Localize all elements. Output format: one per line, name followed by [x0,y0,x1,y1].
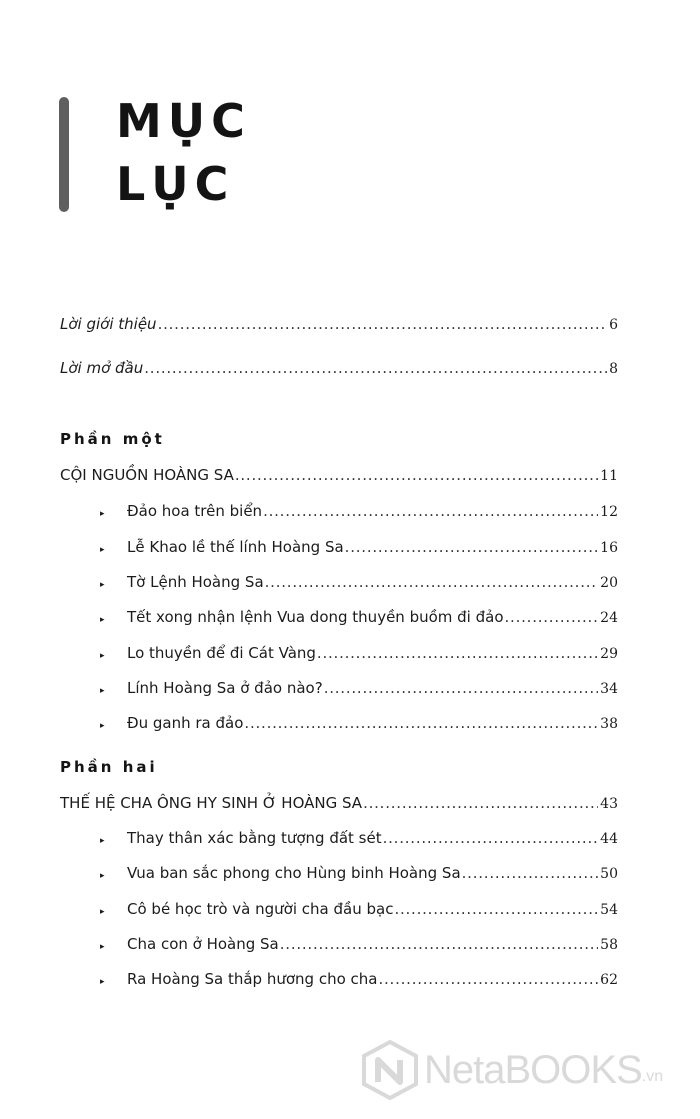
toc-item-label: Tết xong nhận lệnh Vua dong thuyền buồm đi đảo [127,608,504,626]
bullet-arrow-icon: ▸ [100,686,105,696]
dot-leader [363,793,598,813]
dot-leader [505,607,599,627]
dot-leader [345,537,599,557]
dot-leader [383,828,599,848]
dot-leader [244,713,598,733]
bullet-arrow-icon: ▸ [100,721,105,731]
bullet-arrow-icon: ▸ [100,615,105,625]
toc-item[interactable] [100,899,618,922]
toc-item[interactable] [100,643,618,666]
toc-page-number: 11 [600,468,618,484]
toc-item-label: Thay thân xác bằng tượng đất sét [127,829,382,847]
title-accent-bar [59,97,69,212]
toc-item[interactable] [100,934,618,957]
toc-page-number: 44 [600,831,618,847]
bullet-arrow-icon: ▸ [100,907,105,917]
toc-item-label: Lễ Khao lề thế lính Hoàng Sa [127,538,344,556]
toc-page-number: 43 [600,796,618,812]
toc-chapter-label: CỘI NGUỒN HOÀNG SA [60,466,234,484]
netabooks-logo-icon [362,1040,418,1100]
toc-page-number: 62 [600,972,618,988]
dot-leader [317,643,598,663]
toc-entry-label: Lời giới thiệu [60,315,157,333]
bullet-arrow-icon: ▸ [100,871,105,881]
toc-item[interactable] [100,863,618,886]
toc-item[interactable] [100,828,618,851]
bullet-arrow-icon: ▸ [100,580,105,590]
toc-chapter-2[interactable] [60,793,618,814]
toc-item[interactable] [100,713,618,736]
toc-chapter-label: THẾ HỆ CHA ÔNG HY SINH Ở HOÀNG SA [60,794,363,812]
part-heading-1: Phần một [60,430,165,448]
toc-entry-intro[interactable] [60,314,618,335]
dot-leader [158,314,608,334]
netabooks-watermark [362,1040,692,1100]
toc-item-label: Đu ganh ra đảo [127,714,244,732]
toc-page-number: 8 [609,361,618,377]
toc-item[interactable] [100,537,618,560]
toc-item-label: Cha con ở Hoàng Sa [127,935,279,953]
toc-page-number: 6 [609,317,618,333]
toc-item-label: Cô bé học trò và người cha đầu bạc [127,900,394,918]
bullet-arrow-icon: ▸ [100,509,105,519]
toc-page-number: 54 [600,902,618,918]
toc-item[interactable] [100,607,618,630]
toc-page-number: 29 [600,646,618,662]
page-title-line-2: LỤC [116,157,235,211]
watermark-brand-text: NetaBOOKS [424,1047,642,1092]
toc-item-label: Lính Hoàng Sa ở đảo nào? [127,679,323,697]
bullet-arrow-icon: ▸ [100,545,105,555]
toc-item[interactable] [100,501,618,524]
toc-item-label: Đảo hoa trên biển [127,502,263,520]
toc-page-number: 50 [600,866,618,882]
dot-leader [378,969,598,989]
page-title-line-1: MỤC [116,94,251,148]
toc-page-number: 20 [600,575,618,591]
bullet-arrow-icon: ▸ [100,977,105,987]
dot-leader [144,358,607,378]
bullet-arrow-icon: ▸ [100,836,105,846]
dot-leader [324,678,598,698]
toc-entry-label: Lời mở đầu [60,359,144,377]
toc-page-number: 12 [600,504,618,520]
dot-leader [265,572,599,592]
dot-leader [394,899,598,919]
toc-item-label: Vua ban sắc phong cho Hùng binh Hoàng Sa [127,864,461,882]
bullet-arrow-icon: ▸ [100,942,105,952]
toc-item-label: Ra Hoàng Sa thắp hương cho cha [127,970,378,988]
toc-item[interactable] [100,572,618,595]
dot-leader [235,465,598,485]
part-heading-2: Phần hai [60,758,158,776]
toc-entry-preface[interactable] [60,358,618,379]
toc-page-number: 58 [600,937,618,953]
toc-chapter-1[interactable] [60,465,618,486]
dot-leader [462,863,599,883]
toc-item-label: Lo thuyền để đi Cát Vàng [127,644,316,662]
dot-leader [280,934,598,954]
toc-item[interactable] [100,969,618,992]
toc-page-number: 38 [600,716,618,732]
toc-item-label: Tờ Lệnh Hoàng Sa [127,573,264,591]
toc-page-number: 16 [600,540,618,556]
toc-page-number: 34 [600,681,618,697]
bullet-arrow-icon: ▸ [100,651,105,661]
toc-item[interactable] [100,678,618,701]
toc-page-number: 24 [600,610,618,626]
dot-leader [263,501,598,521]
watermark-suffix-text: .vn [641,1068,664,1085]
